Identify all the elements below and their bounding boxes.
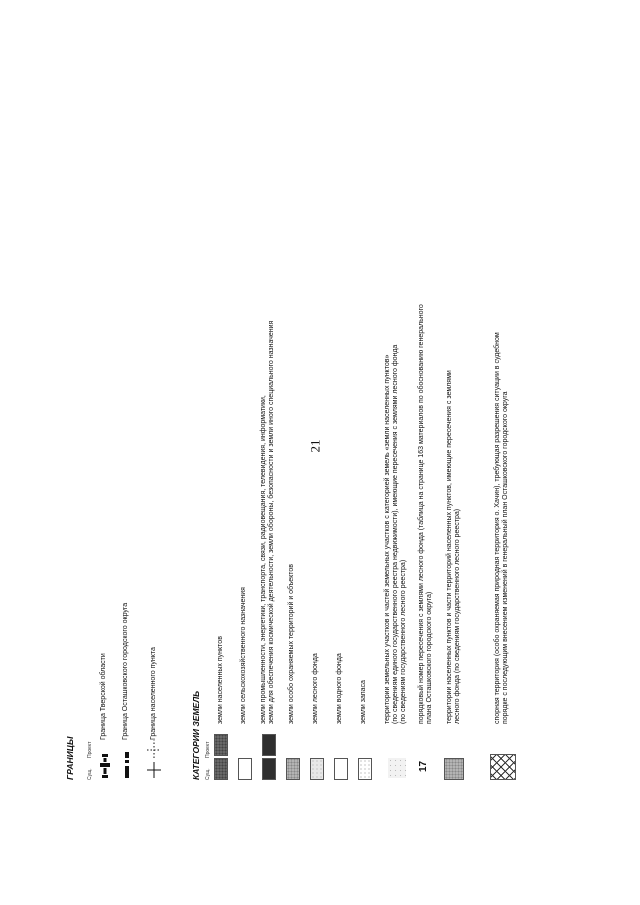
note-settlements-overlap xyxy=(446,370,462,724)
land-col-existing: Сущ. xyxy=(205,768,211,780)
note-disputed-line1: спорная территория (особо охраняемая природная территория о. Хачин), требующая разрешения ситуации в судебном xyxy=(494,332,501,724)
note-settlements-overlap-line1: территории населенных пунктов и части территорий населенных пунктов, имеющие пересечения с землями xyxy=(446,370,453,724)
note-settlements-overlap-line2: лесного фонда (по сведениям государственного лесного реестра) xyxy=(454,508,461,724)
page-number: 21 xyxy=(307,439,323,453)
boundaries-col-project: Проект xyxy=(87,741,93,758)
swatch-overlap-forest xyxy=(388,758,406,778)
land-label-reserve: земли запаса xyxy=(360,680,367,724)
swatch-water xyxy=(334,758,348,780)
land-label-industry-line2: земли для обеспечения космической деятельности, земли обороны, безопасности и земли иного специального назначения xyxy=(268,320,275,724)
settlement-boundary-symbol xyxy=(144,738,164,780)
swatch-protected xyxy=(286,758,300,780)
note-disputed xyxy=(494,332,510,724)
boundaries-title: ГРАНИЦЫ xyxy=(65,736,75,780)
boundary-label-district: Граница Осташковского городского округа xyxy=(122,602,129,740)
land-col-project: Проект xyxy=(205,741,211,758)
swatch-agricultural xyxy=(238,758,252,780)
boundaries-col-existing: Сущ. xyxy=(87,768,93,780)
note-ordinal xyxy=(418,304,434,724)
swatch-settlements-project xyxy=(214,734,228,756)
note-overlap-forest-line3: (по сведениям государственного лесного реестра) xyxy=(400,559,407,724)
note-disputed-line2: порядке с последующим внесением изменений в генеральный план Осташковского городского округа xyxy=(502,391,509,724)
note-ordinal-line1: порядковый номер пересечения с землями лесного фонда (таблица на странице 163 материалов по обоснованию генерального xyxy=(418,304,425,724)
boundary-label-region: Граница Тверской области xyxy=(100,653,107,740)
swatch-disputed xyxy=(490,754,516,780)
swatch-reserve xyxy=(358,758,372,780)
boundary-label-settlement: Граница населенного пункта xyxy=(150,647,157,740)
ordinal-number-label: 17 xyxy=(418,760,429,772)
land-label-settlements: земли населенных пунктов xyxy=(217,636,224,724)
note-overlap-forest xyxy=(384,345,408,724)
note-overlap-forest-line1: территории земельных участков и частей земельных участков с категорией земель «земли населенных пунктов» xyxy=(384,354,391,724)
district-boundary-symbol xyxy=(118,738,136,780)
land-label-forest: земли лесного фонда xyxy=(312,653,319,724)
legend-rotated xyxy=(62,20,582,780)
swatch-settlements-overlap xyxy=(444,758,464,780)
note-overlap-forest-line2: (по сведениям единого государственного реестра недвижимости), имеющие пересечения с землями лесного фонда xyxy=(392,344,399,724)
land-label-water: земли водного фонда xyxy=(336,653,343,724)
swatch-industry-project xyxy=(262,734,276,756)
land-categories-title: КАТЕГОРИИ ЗЕМЕЛЬ xyxy=(191,690,201,780)
swatch-settlements-existing xyxy=(214,758,228,780)
note-ordinal-line2: плана Осташковского городского округа) xyxy=(426,591,433,724)
land-label-protected: земли особо охраняемых территорий и объектов xyxy=(288,564,295,724)
land-label-industry-line1: земли промышленности, энергетики, транспорта, связи, радиовещания, телевидения, информатики, xyxy=(260,395,267,724)
land-label-agricultural: земли сельскохозяйственного назначения xyxy=(240,587,247,724)
region-boundary-symbol xyxy=(96,738,114,780)
land-label-industry xyxy=(260,321,276,724)
swatch-industry-existing xyxy=(262,758,276,780)
swatch-forest xyxy=(310,758,324,780)
